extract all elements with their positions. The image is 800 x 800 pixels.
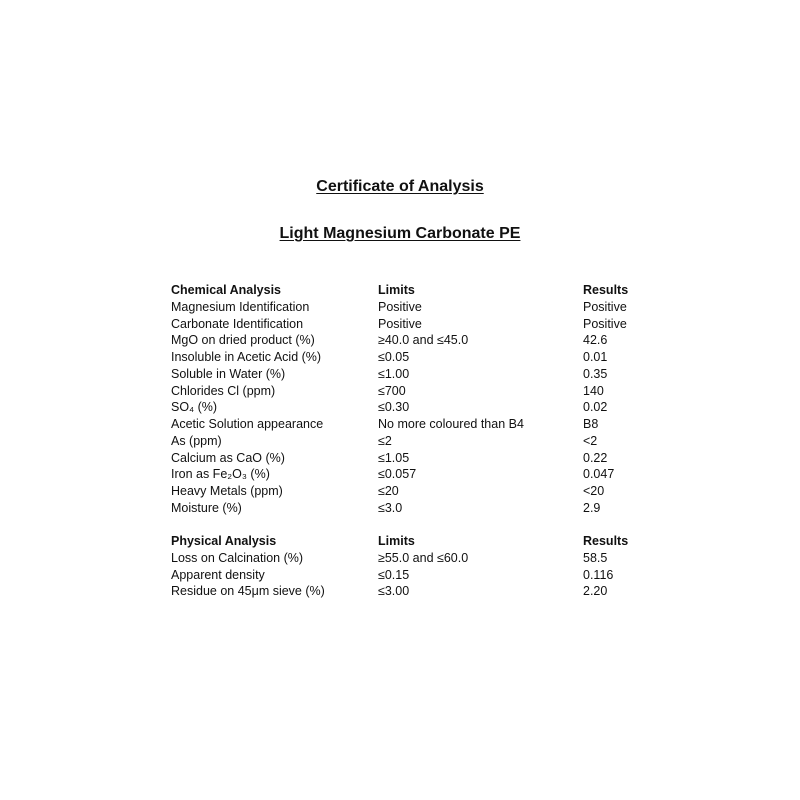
result-cell: B8 [583, 417, 599, 431]
result-cell: Positive [583, 299, 627, 314]
chemical-analysis-row [171, 332, 651, 349]
product-title: Light Magnesium Carbonate PE [279, 225, 521, 242]
limit-cell: ≥55.0 and ≤60.0 [378, 550, 469, 565]
result-cell: 0.35 [583, 366, 608, 381]
chemical-analysis-row [171, 483, 651, 500]
parameter-cell: Moisture (%) [171, 500, 242, 515]
chemical-analysis-row [171, 316, 651, 333]
result-cell: 2.20 [583, 584, 608, 599]
limit-cell: ≤3.0 [378, 500, 403, 515]
results-heading: Results [583, 534, 629, 548]
chemical-analysis-row [171, 383, 651, 400]
parameter-cell: Carbonate Identification [171, 316, 304, 331]
parameter-cell: As (ppm) [171, 433, 222, 448]
chemical-analysis-row [171, 366, 651, 383]
limit-cell: Positive [378, 316, 422, 331]
parameter-cell: Soluble in Water (%) [171, 366, 286, 381]
limit-cell: Positive [378, 299, 422, 314]
result-cell: 0.116 [583, 567, 614, 582]
limit-cell: No more coloured than B4 [378, 417, 524, 431]
limit-cell: ≥40.0 and ≤45.0 [378, 333, 469, 348]
parameter-cell: Heavy Metals (ppm) [171, 484, 283, 498]
parameter-cell: Apparent density [171, 567, 265, 582]
limit-cell: ≤3.00 [378, 584, 410, 599]
chemical-analysis-row [171, 349, 651, 366]
chemical-analysis-row [171, 399, 651, 416]
document-title: Certificate of Analysis [316, 178, 484, 195]
parameter-cell: SO₄ (%) [171, 400, 218, 415]
limits-heading: Limits [378, 534, 415, 548]
parameter-cell: MgO on dried product (%) [171, 333, 315, 348]
chemical-analysis-table [171, 282, 651, 517]
result-cell: Positive [583, 316, 627, 331]
physical-analysis-row [171, 567, 651, 584]
physical-analysis-table [171, 533, 651, 600]
result-cell: 140 [583, 383, 604, 398]
limits-heading: Limits [378, 283, 415, 297]
limit-cell: ≤0.05 [378, 350, 410, 364]
chemical-analysis-row [171, 450, 651, 467]
parameter-cell: Acetic Solution appearance [171, 417, 324, 431]
physical-analysis-header [171, 533, 651, 550]
physical-analysis-row [171, 550, 651, 567]
result-cell: 42.6 [583, 333, 608, 348]
chemical-analysis-row [171, 500, 651, 517]
result-cell: <20 [583, 484, 605, 498]
chemical-analysis-row [171, 299, 651, 316]
parameter-cell: Loss on Calcination (%) [171, 550, 304, 565]
parameter-cell: Residue on 45μm sieve (%) [171, 584, 325, 599]
limit-cell: ≤700 [378, 383, 406, 398]
result-cell: 2.9 [583, 500, 601, 515]
result-cell: 0.02 [583, 400, 608, 415]
chemical-analysis-row [171, 416, 651, 433]
physical-analysis-heading: Physical Analysis [171, 534, 277, 548]
limit-cell: ≤2 [378, 433, 392, 448]
result-cell: 58.5 [583, 550, 608, 565]
parameter-cell: Iron as Fe₂O₃ (%) [171, 467, 270, 482]
chemical-analysis-row [171, 466, 651, 483]
parameter-cell: Insoluble in Acetic Acid (%) [171, 350, 322, 364]
result-cell: 0.047 [583, 467, 615, 482]
chemical-analysis-header [171, 282, 651, 299]
result-cell: <2 [583, 433, 598, 448]
chemical-analysis-row [171, 433, 651, 450]
limit-cell: ≤0.15 [378, 567, 410, 582]
parameter-cell: Magnesium Identification [171, 299, 310, 314]
chemical-analysis-heading: Chemical Analysis [171, 283, 282, 297]
parameter-cell: Calcium as CaO (%) [171, 450, 285, 465]
physical-analysis-row [171, 583, 651, 600]
limit-cell: ≤20 [378, 484, 399, 498]
parameter-cell: Chlorides Cl (ppm) [171, 383, 276, 398]
results-heading: Results [583, 283, 629, 297]
limit-cell: ≤1.05 [378, 450, 410, 465]
limit-cell: ≤1.00 [378, 366, 410, 381]
limit-cell: ≤0.057 [378, 467, 417, 482]
limit-cell: ≤0.30 [378, 400, 410, 415]
result-cell: 0.22 [583, 450, 608, 465]
result-cell: 0.01 [583, 350, 608, 364]
